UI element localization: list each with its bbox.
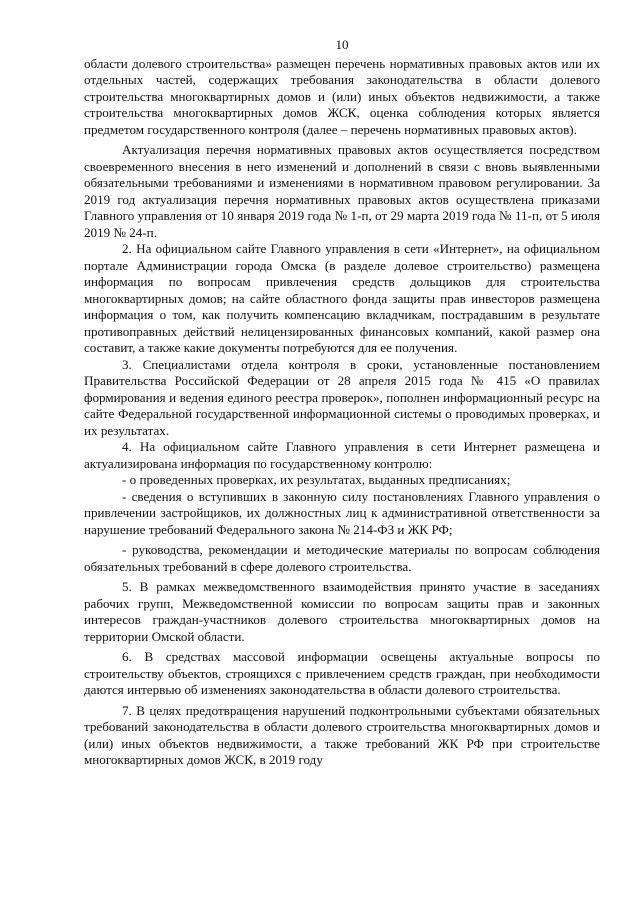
page-number: 10 (335, 37, 349, 52)
paragraph-item-2: 2. На официальном сайте Главного управления в сети «Интернет», на официальном портале Администрации города Омска (в разделе долевое строительство) размещена информация по вопросам привлечения средств дольщиков для строительства многоквартирных домов; на сайте областного фонда защиты прав инвесторов размещена информация о том, как получить компенсацию вкладчикам, пострадавшим в результате противоправных действий нелицензированных финансовых компаний, какой размер она составит, а также какие документы потребуются для ее получения. (84, 241, 600, 355)
list-item-guidelines: - руководства, рекомендации и методические материалы по вопросам соблюдения обязательных требований в сфере долевого строительства. (84, 542, 600, 574)
paragraph-item-4: 4. На официальном сайте Главного управления в сети Интернет размещена и актуализирована информация по государственному контролю: (84, 439, 600, 471)
paragraph-item-6: 6. В средствах массовой информации освещены актуальные вопросы по строительству объектов, строящихся с привлечением средств граждан, при необходимости даются интервью об изменениях законодательства в области долевого строительства. (84, 649, 600, 697)
list-item-resolutions: - сведения о вступивших в законную силу постановлениях Главного управления о привлечении застройщиков, их должностных лиц к административной ответственности за нарушение требований Федерального закона № 214-ФЗ и ЖК РФ; (84, 488, 600, 537)
paragraph-continuation: области долевого строительства» размещен перечень нормативных правовых актов или их отдельных частей, содержащих требования законодательства в области долевого строительства многоквартирных домов и (или) иных объектов недвижимости, а также строительства многоквартирных домов ЖСК, оценка соблюдения которых является предметом государственного контроля (далее – перечень нормативных правовых актов). (84, 55, 600, 137)
paragraph-actualization: Актуализация перечня нормативных правовых актов осуществляется посредством своевременного внесения в него изменений и дополнений в связи с вновь выявленными обязательными требованиями и изменениями в нормативном правовом регулировании. За 2019 год актуализация перечня нормативных правовых актов осуществлена приказами Главного управления от 10 января 2019 года № 1-п, от 29 марта 2019 года № 11-п, от 5 июля 2019 № 24-п. (84, 142, 600, 240)
list-item-inspections: - о проведенных проверках, их результатах, выданных предписаниях; (122, 472, 511, 487)
paragraph-item-3: 3. Специалистами отдела контроля в сроки, установленные постановлением Правительства Российской Федерации от 28 апреля 2015 года № 415 «О правилах формирования и ведения единого реестра проверок», пополнен информационный ресурс на сайте Федеральной государственной информационной системы о проводимых проверках, и их результатах. (84, 356, 600, 438)
paragraph-item-5: 5. В рамках межведомственного взаимодействия принято участие в заседаниях рабочих групп, Межведомственной комиссии по вопросам защиты прав и законных интересов граждан-участников долевого строительства многоквартирных домов на территории Омской области. (84, 579, 600, 644)
paragraph-item-7: 7. В целях предотвращения нарушений подконтрольными субъектами обязательных требований законодательства в области долевого строительства многоквартирных домов и (или) иных объектов недвижимости, а также требований ЖК РФ при строительстве многоквартирных домов ЖСК, в 2019 году (84, 702, 600, 767)
